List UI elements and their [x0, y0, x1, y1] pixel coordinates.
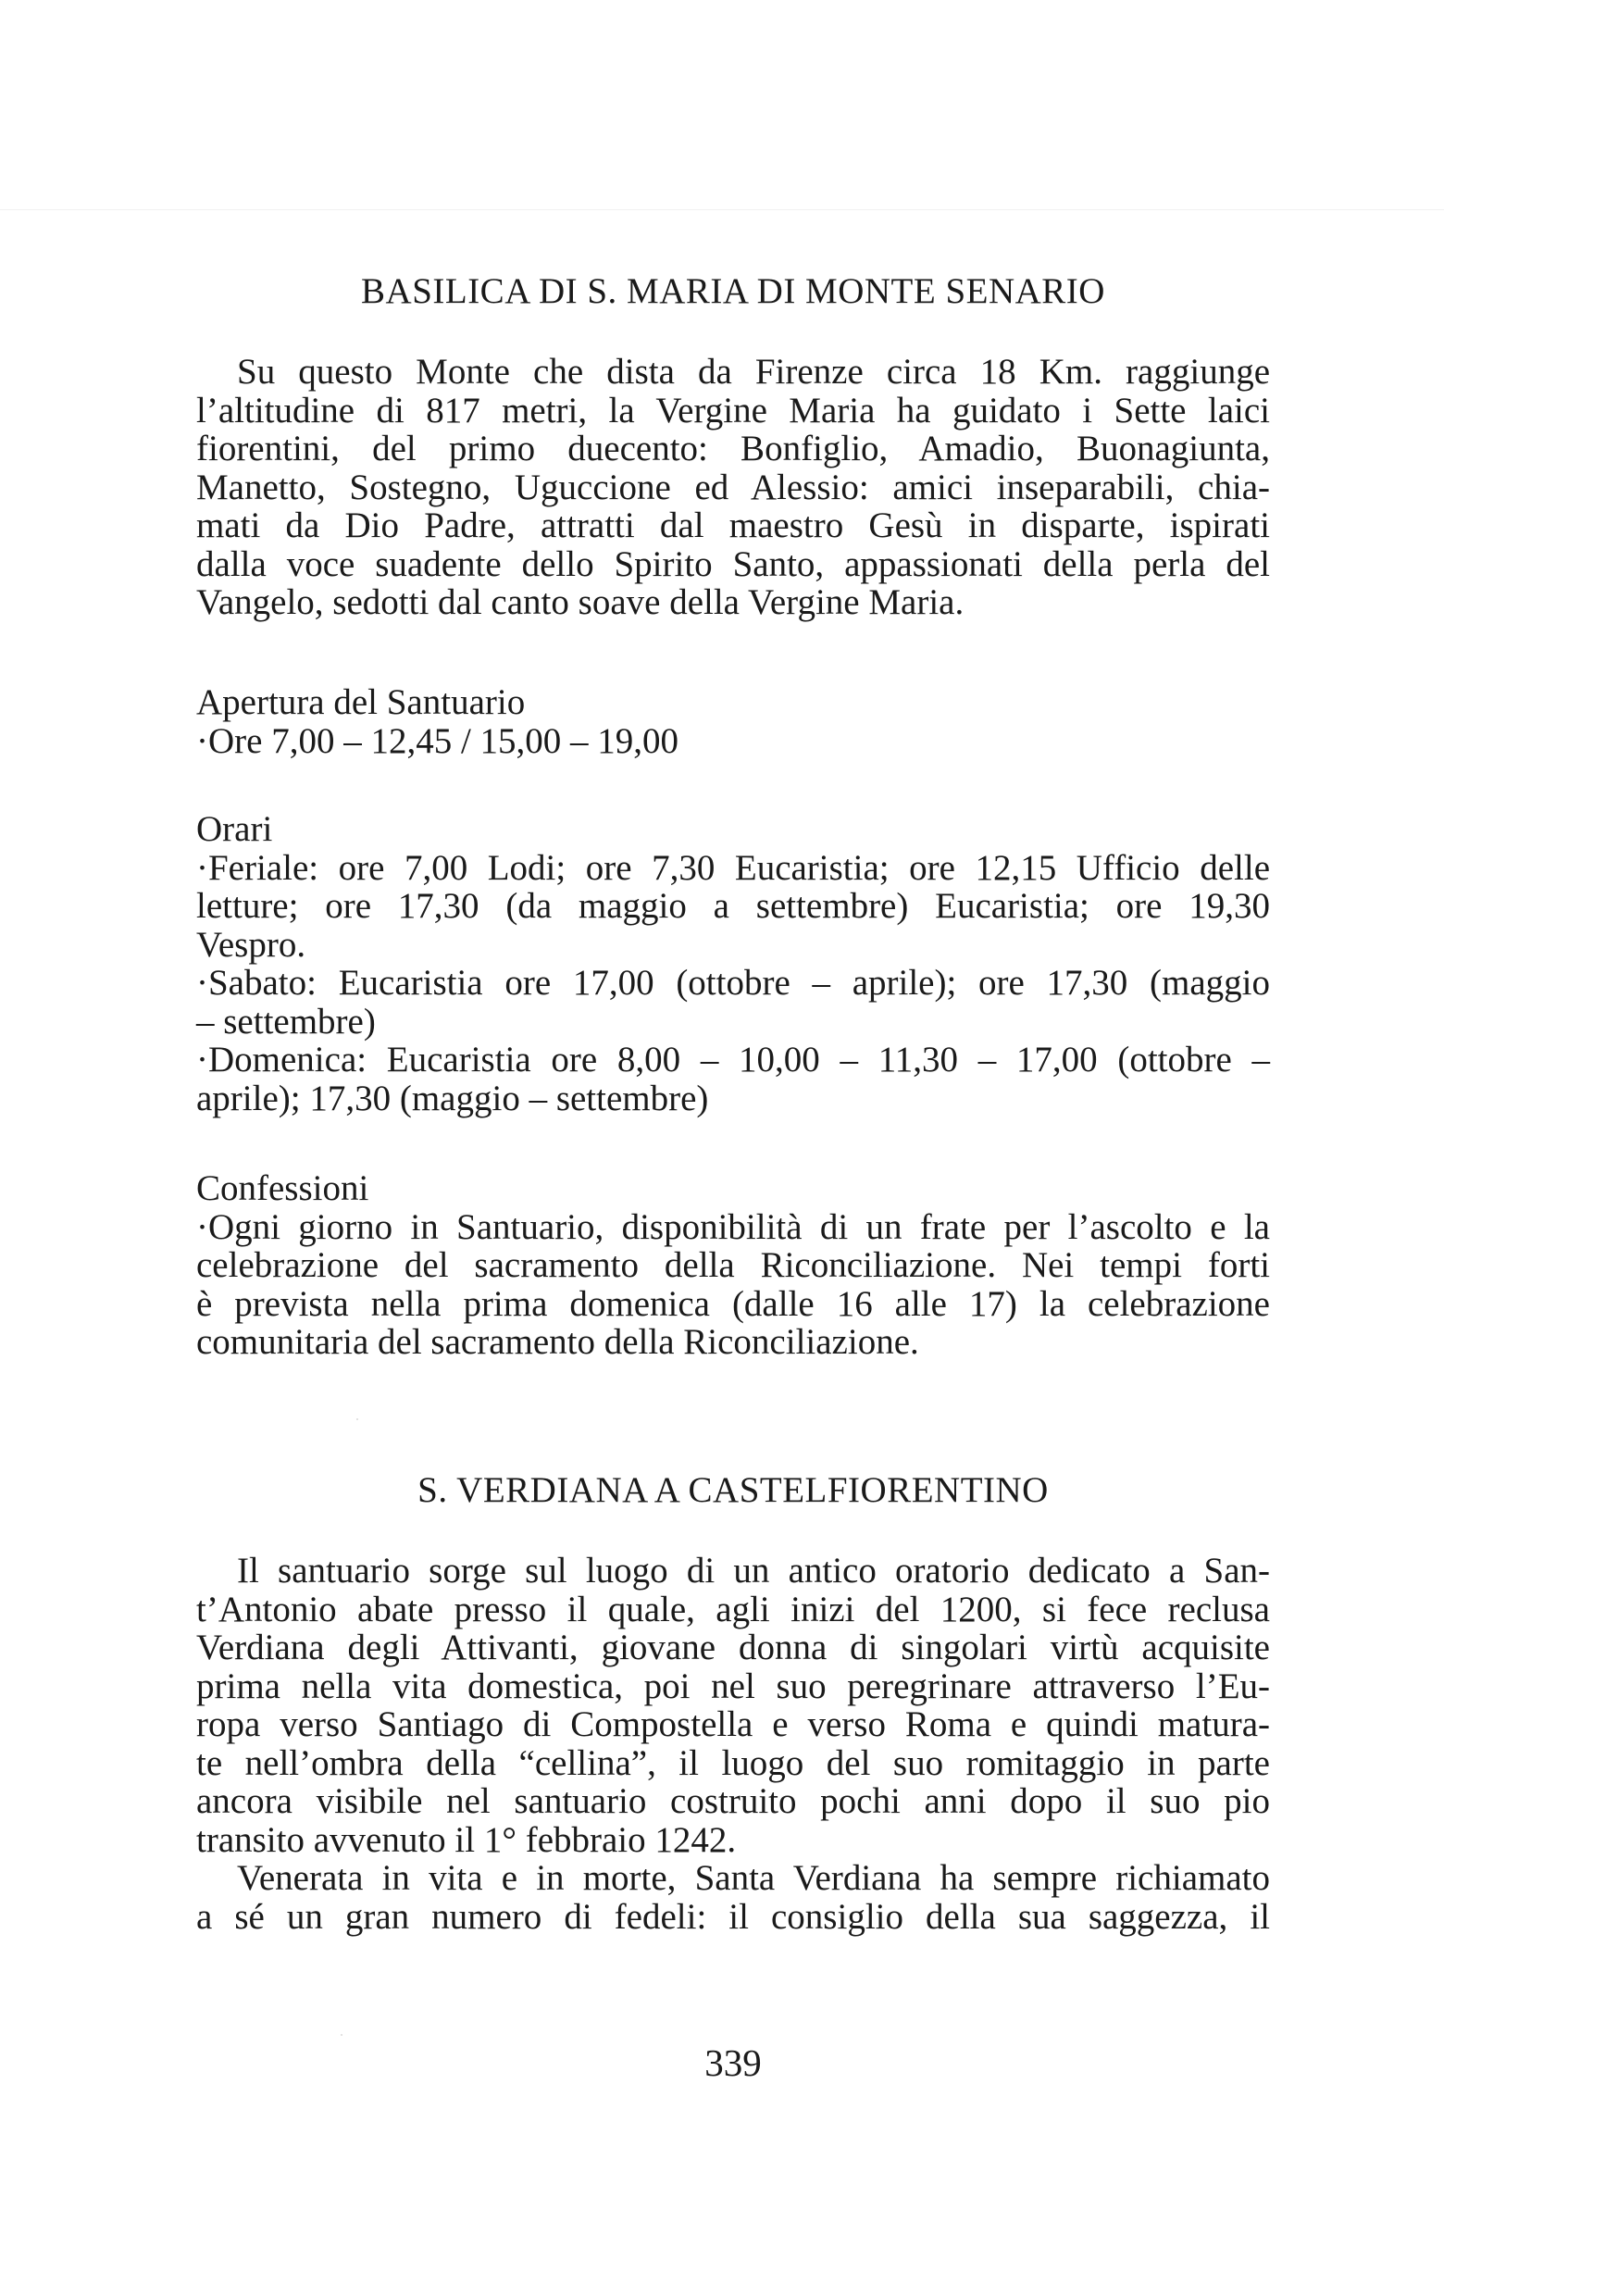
text-line: è prevista nella prima domenica (dalle 16 alle 17) la celebrazione — [196, 1283, 1270, 1324]
confessioni-section — [196, 1169, 1270, 1362]
scan-speck — [341, 2034, 342, 2036]
scan-edge-line — [0, 209, 1444, 210]
orari-section — [196, 810, 1270, 1117]
text-line: te nell’ombra della “cellina”, il luogo del suo romitaggio in parte — [196, 1742, 1270, 1783]
section-title-monte-senario: BASILICA DI S. MARIA DI MONTE SENARIO — [361, 271, 1105, 311]
page-number: 339 — [704, 2041, 762, 2084]
text-line: letture; ore 17,30 (da maggio a settembre) Eucaristia; ore 19,30 — [196, 886, 1270, 926]
text-line: Verdiana degli Attivanti, giovane donna di singolari virtù acquisite — [196, 1628, 1270, 1667]
text-line: aprile); 17,30 (maggio – settembre) — [196, 1078, 709, 1118]
verdiana-text — [196, 1552, 1270, 1936]
text-line: ·Domenica: Eucaristia ore 8,00 – 10,00 – 11,30 – 17,00 (ottobre – — [196, 1040, 1270, 1079]
text-line: comunitaria del sacramento della Riconciliazione. — [196, 1322, 919, 1362]
text-line: Vespro. — [196, 924, 306, 965]
text-line: Su questo Monte che dista da Firenze circa 18 Km. raggiunge — [237, 352, 1270, 392]
text-line: – settembre) — [196, 1001, 376, 1042]
scan-speck — [356, 1418, 358, 1420]
text-line: Venerata in vita e in morte, Santa Verdiana ha sempre richiamato — [237, 1858, 1270, 1898]
monte-senario-intro — [196, 353, 1270, 622]
text-line: Il santuario sorge sul luogo di un antico oratorio dedicato a San- — [237, 1551, 1270, 1591]
text-line: ·Ogni giorno in Santuario, disponibilità di un frate per l’ascolto e la — [196, 1206, 1270, 1247]
text-line: dalla voce suadente dello Spirito Santo, appassionati della perla del — [196, 543, 1270, 584]
confessioni-label: Confessioni — [196, 1168, 369, 1208]
text-line: transito avvenuto il 1° febbraio 1242. — [196, 1819, 737, 1860]
text-line: Manetto, Sostegno, Uguccione ed Alessio: amici inseparabili, chia- — [196, 467, 1270, 507]
section-title-verdiana: S. VERDIANA A CASTELFIORENTINO — [417, 1470, 1049, 1510]
apertura-label: Apertura del Santuario — [196, 682, 526, 722]
text-line: a sé un gran numero di fedeli: il consiglio della sua saggezza, il — [196, 1896, 1270, 1937]
text-line: t’Antonio abate presso il quale, agli inizi del 1200, si fece reclusa — [196, 1589, 1270, 1629]
text-line: mati da Dio Padre, attratti dal maestro Gesù in disparte, ispirati — [196, 505, 1270, 545]
text-line: l’altitudine di 817 metri, la Vergine Maria ha guidato i Sette laici — [196, 390, 1270, 430]
text-line: prima nella vita domestica, poi nel suo peregrinare attraverso l’Eu- — [196, 1666, 1270, 1706]
text-line: celebrazione del sacramento della Riconciliazione. Nei tempi forti — [196, 1245, 1270, 1285]
text-line: Vangelo, sedotti dal canto soave della Vergine Maria. — [196, 582, 965, 622]
text-line: ropa verso Santiago di Compostella e verso Roma e quindi matura- — [196, 1704, 1270, 1744]
text-line: ·Feriale: ore 7,00 Lodi; ore 7,30 Eucaristia; ore 12,15 Ufficio delle — [196, 847, 1270, 888]
text-line: ancora visibile nel santuario costruito pochi anni dopo il suo pio — [196, 1781, 1270, 1821]
apertura-section — [196, 683, 1270, 760]
orari-label: Orari — [196, 809, 273, 849]
text-line: ·Ore 7,00 – 12,45 / 15,00 – 19,00 — [196, 720, 679, 761]
text-line: ·Sabato: Eucaristia ore 17,00 (ottobre – aprile); ore 17,30 (maggio — [196, 963, 1270, 1003]
text-line: fiorentini, del primo duecento: Bonfiglio, Amadio, Buonagiunta, — [196, 429, 1270, 468]
